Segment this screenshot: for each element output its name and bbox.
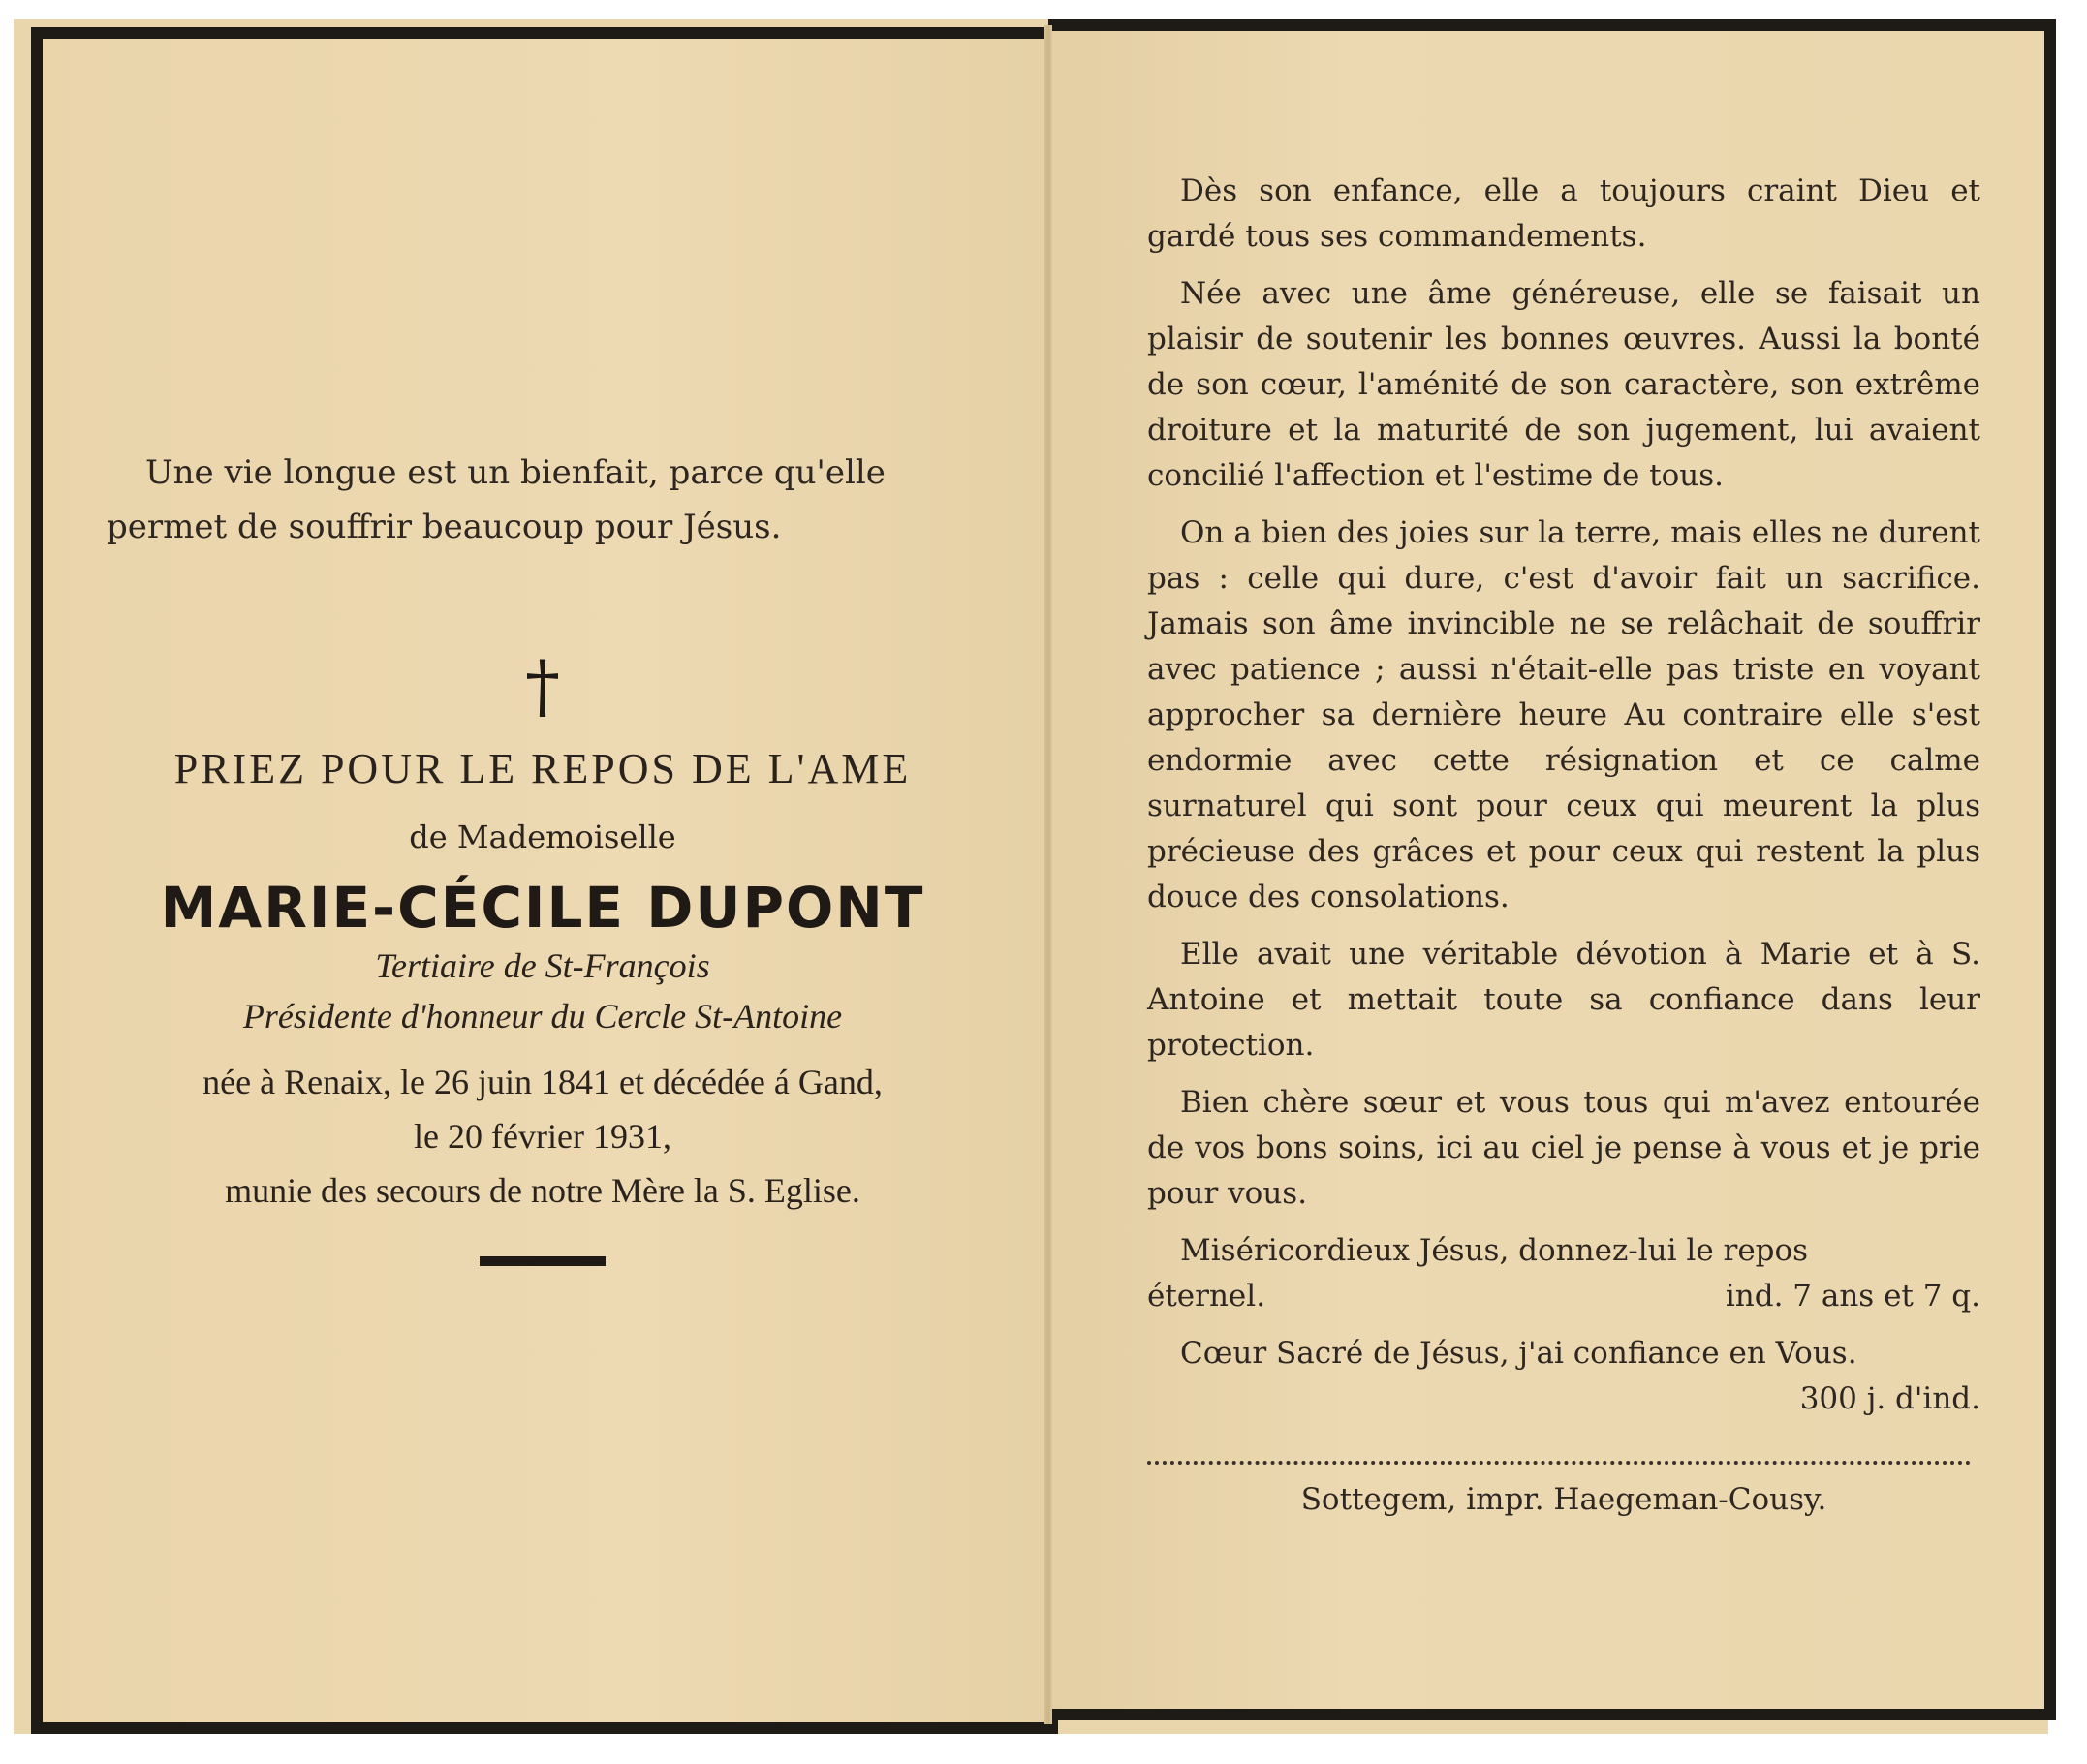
paragraph-childhood: Dès son enfance, elle a toujours craint Dieu et gardé tous ses commandements. [1147, 173, 1980, 254]
sacraments-line: munie des secours de notre Mère la S. Eglise. [225, 1171, 860, 1210]
right-content [1147, 169, 1980, 1517]
prayer-repos-end [1147, 1274, 1980, 1319]
divider-rule [480, 1256, 606, 1266]
paragraph-farewell: Bien chère sœur et vous tous qui m'avez entourée de vos bons soins, ici au ciel je pense à vous et je prie pour vous. [1147, 1085, 1980, 1211]
birth-death-line: née à Renaix, le 26 juin 1841 et décédée á Gand, [202, 1063, 883, 1101]
quote-line-2: permet de souffrir beaucoup pour Jésus. [107, 508, 782, 546]
prayer-repos-eternel: éternel. [1147, 1279, 1266, 1314]
cross-icon: † [525, 645, 560, 727]
indulgence-300-days: 300 j. d'ind. [1799, 1381, 1980, 1416]
quote-line-1: Une vie longue est un bienfait, parce qu'elle [145, 453, 886, 492]
opening-quote [107, 446, 979, 554]
pray-heading: PRIEZ POUR LE REPOS DE L'AME [173, 745, 912, 792]
title-tertiaire: Tertiaire de St-François [375, 946, 710, 985]
deceased-name: MARIE-CÉCILE DUPONT [160, 875, 925, 941]
title-presidente: Présidente d'honneur du Cercle St-Antoine [242, 997, 843, 1036]
left-content [107, 446, 979, 1266]
death-date-line: le 20 février 1931, [414, 1117, 671, 1156]
card-fold [1044, 25, 1052, 1724]
indulgence-7-years: ind. 7 ans et 7 q. [1725, 1279, 1980, 1314]
paragraph-sacrifice: On a bien des joies sur la terre, mais elles ne durent pas : celle qui dure, c'est d'avoir fait un sacrifice. Jamais son âme invincible ne se relâchait de souffrir avec patience ; aussi n'était-elle pas triste en voyant approcher sa dernière heure Au contraire elle s'est endormie avec cette résignation et ce calme surnaturel qui sont pour ceux qui meurent la plus précieuse des grâces et pour ceux qui restent la plus douce des consolations. [1147, 515, 1980, 914]
paragraph-devotion: Elle avait une véritable dévotion à Marie et à S. Antoine et mettait toute sa confiance dans leur protection. [1147, 937, 1980, 1063]
de-mademoiselle: de Mademoiselle [409, 819, 676, 855]
printer-credit: Sottegem, impr. Haegeman-Cousy. [1300, 1482, 1827, 1517]
prayer-sacred-heart: Cœur Sacré de Jésus, j'ai confiance en Vous. [1180, 1336, 1857, 1371]
dotted-divider [1147, 1461, 1971, 1465]
prayer-repos: Miséricordieux Jésus, donnez-lui le repos [1180, 1233, 1809, 1268]
paragraph-generous-soul: Née avec une âme généreuse, elle se faisait un plaisir de soutenir les bonnes œuvres. Aussi la bonté de son cœur, l'aménité de son caractère, son extrême droiture et la maturité de son jugement, lui avaient concilié l'affection et l'estime de tous. [1147, 276, 1980, 493]
